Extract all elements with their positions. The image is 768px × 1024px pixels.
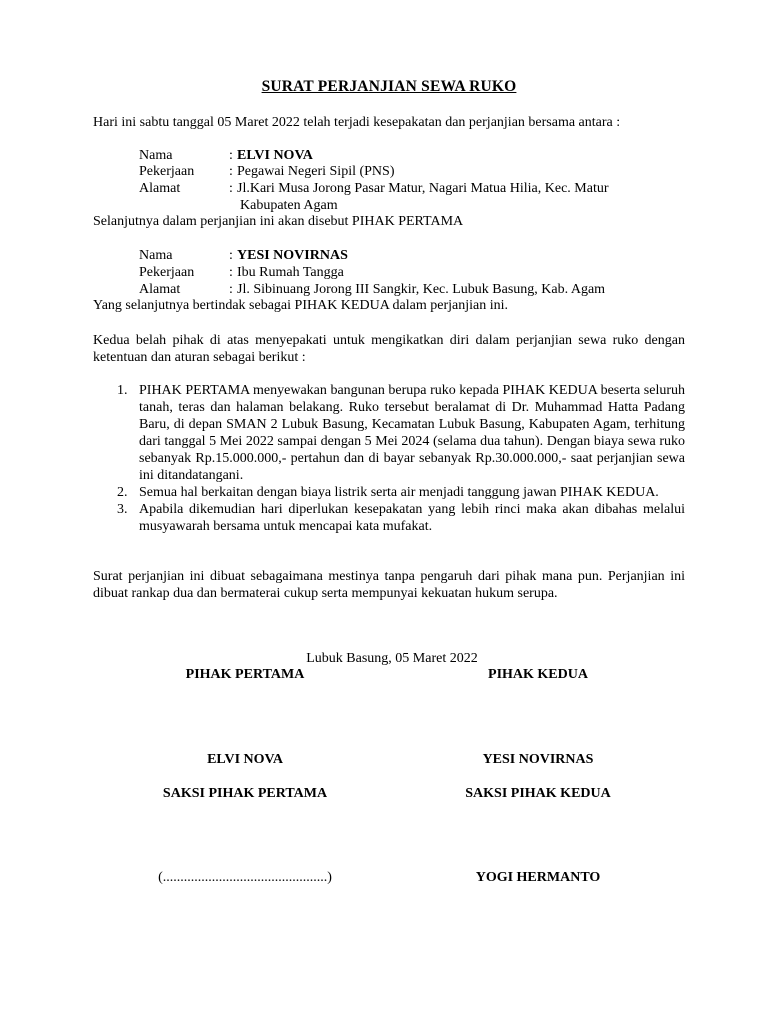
- party2-job-row: Pekerjaan : Ibu Rumah Tangga: [139, 265, 344, 280]
- witness-heading-left: SAKSI PIHAK PERTAMA: [162, 786, 328, 801]
- party2-name-row: Nama : YESI NOVIRNAS: [139, 248, 348, 263]
- party1-address: Jl.Kari Musa Jorong Pasar Matur, Nagari Matua Hilia, Kec. Matur: [237, 181, 609, 196]
- place-date: Lubuk Basung, 05 Maret 2022: [306, 651, 478, 666]
- job-label: Pekerjaan: [139, 265, 195, 280]
- party2-address: Jl. Sibinuang Jorong III Sangkir, Kec. Lubuk Basung, Kab. Agam: [237, 282, 606, 297]
- term-text: Semua hal berkaitan dengan biaya listrik serta air menjadi tanggung jawan PIHAK KEDUA.: [139, 485, 659, 500]
- party1-address-cont: Kabupaten Agam: [240, 198, 338, 213]
- address-label: Alamat: [139, 181, 181, 196]
- witness-name-left: (...............................................): [158, 870, 332, 885]
- signature-heading-left: PIHAK PERTAMA: [185, 667, 305, 682]
- witness-heading-right: SAKSI PIHAK KEDUA: [465, 786, 611, 801]
- party1-name-row: Nama : ELVI NOVA: [139, 148, 313, 163]
- term-item: 2. Semua hal berkaitan dengan biaya listrik serta air menjadi tanggung jawan PIHAK KEDUA.: [117, 485, 659, 500]
- term-text: PIHAK PERTAMA menyewakan bangunan berupa ruko kepada PIHAK KEDUA beserta seluruh tanah, teras dan halaman belakang. Ruko tersebut beralamat di Dr. Muhammad Hatta Padang Baru, di depan SMAN 2 Lubuk Basung, Kecamatan Lubuk Basung, Kabupaten Agam, terhitung dari tanggal 5 Mei 2022 sampai dengan 5 Mei 2024 (selama dua tahun). Dengan biaya sewa ruko sebanyak Rp.15.000.000,- pertahun dan di bayar sebanyak Rp.30.000.000,- saat perjanjian sewa ini ditandatangani.: [139, 383, 685, 483]
- job-label: Pekerjaan: [139, 164, 195, 179]
- closing-paragraph: Surat perjanjian ini dibuat sebagaimana mestinya tanpa pengaruh dari pihak mana pun. Perjanjian ini dibuat rankap dua dan bermaterai cukup serta mempunyai kekuatan hukum serupa.: [93, 569, 685, 601]
- signature-heading-right: PIHAK KEDUA: [488, 667, 588, 682]
- address-label: Alamat: [139, 282, 181, 297]
- party1-job: Pegawai Negeri Sipil (PNS): [237, 164, 395, 179]
- terms-list: [93, 382, 685, 535]
- party1-address-row: Alamat : Jl.Kari Musa Jorong Pasar Matur, Nagari Matua Hilia, Kec. Matur: [139, 181, 609, 196]
- name-label: Nama: [139, 248, 173, 263]
- signatory-name-right: YESI NOVIRNAS: [482, 752, 594, 767]
- party2-address-row: Alamat : Jl. Sibinuang Jorong III Sangkir, Kec. Lubuk Basung, Kab. Agam: [139, 282, 606, 297]
- document-title: SURAT PERJANJIAN SEWA RUKO: [261, 78, 517, 95]
- party2-job: Ibu Rumah Tangga: [237, 265, 344, 280]
- term-item: 3. Apabila dikemudian hari diperlukan kesepakatan yang lebih rinci maka akan dibahas melalui musyawarah bersama untuk mencapai kata mufakat.: [117, 502, 685, 534]
- signatory-name-left: ELVI NOVA: [207, 752, 283, 767]
- party1-job-row: Pekerjaan : Pegawai Negeri Sipil (PNS): [139, 164, 395, 179]
- intro-text: Hari ini sabtu tanggal 05 Maret 2022 telah terjadi kesepakatan dan perjanjian bersama antara :: [93, 115, 621, 130]
- term-text: Apabila dikemudian hari diperlukan kesepakatan yang lebih rinci maka akan dibahas melalui musyawarah bersama untuk mencapai kata mufakat.: [139, 502, 685, 534]
- party2-name: YESI NOVIRNAS: [237, 248, 348, 263]
- agreement-intro: Kedua belah pihak di atas menyepakati untuk mengikatkan diri dalam perjanjian sewa ruko dengan ketentuan dan aturan sebagai berikut :: [93, 333, 685, 365]
- party1-designation: Selanjutnya dalam perjanjian ini akan disebut PIHAK PERTAMA: [93, 214, 464, 229]
- term-item: 1. PIHAK PERTAMA menyewakan bangunan berupa ruko kepada PIHAK KEDUA beserta seluruh tanah, teras dan halaman belakang. Ruko tersebut beralamat di Dr. Muhammad Hatta Padang Baru, di depan SMAN 2 Lubuk Basung, Kecamatan Lubuk Basung, Kabupaten Agam, terhitung dari tanggal 5 Mei 2022 sampai dengan 5 Mei 2024 (selama dua tahun). Dengan biaya sewa ruko sebanyak Rp.15.000.000,- pertahun dan di bayar sebanyak Rp.30.000.000,- saat perjanjian sewa ini ditandatangani.: [117, 383, 685, 483]
- witness-name-right: YOGI HERMANTO: [475, 870, 601, 885]
- party1-name: ELVI NOVA: [237, 148, 313, 163]
- party2-designation: Yang selanjutnya bertindak sebagai PIHAK KEDUA dalam perjanjian ini.: [93, 298, 508, 313]
- name-label: Nama: [139, 148, 173, 163]
